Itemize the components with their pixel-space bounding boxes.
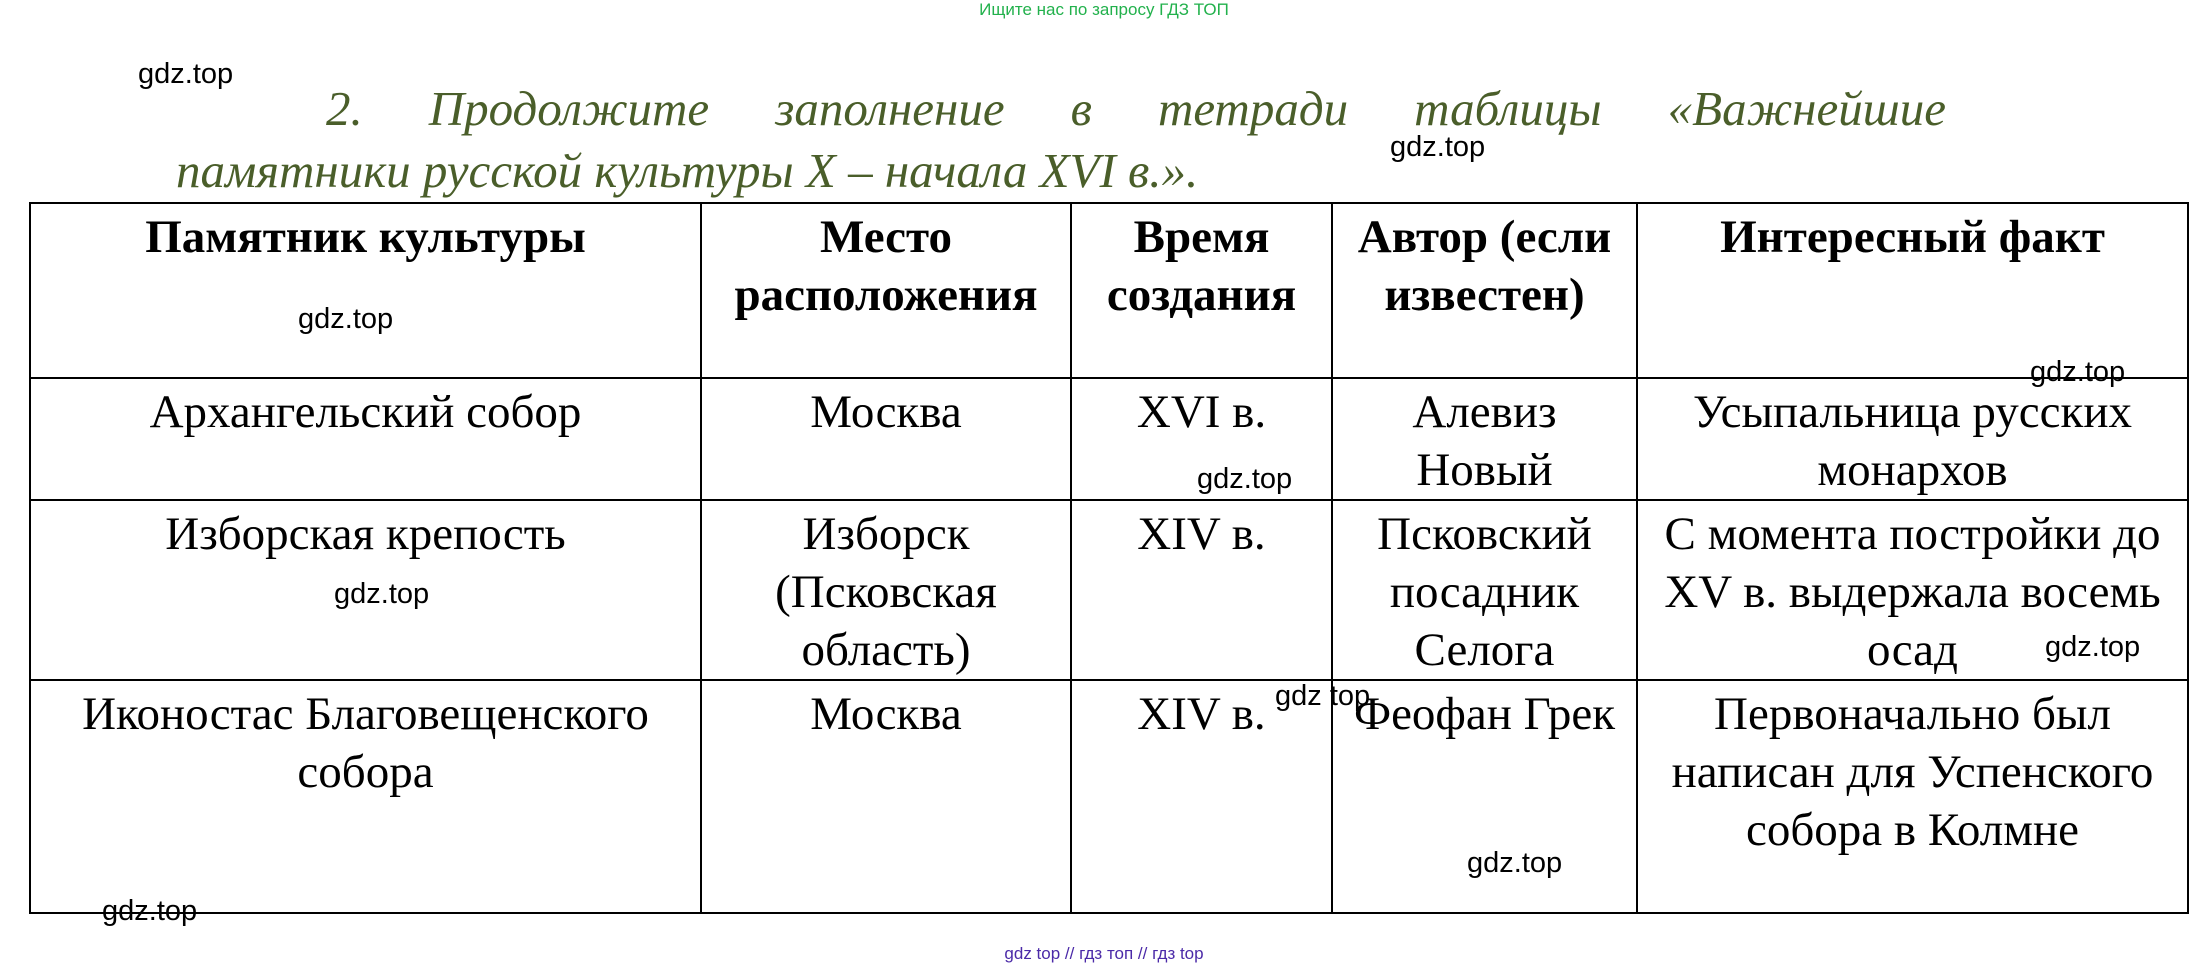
task-word: 2. [326, 81, 363, 136]
watermark: gdz.top [2045, 631, 2141, 663]
header-author: Автор (если известен) [1332, 203, 1637, 378]
table-header-row [30, 203, 2188, 378]
cell-monument: Иконостас Благовещенского собора [30, 680, 701, 913]
task-word: «Важнейшие [1667, 81, 1946, 136]
cell-location: Москва [701, 680, 1071, 913]
watermark: gdz.top [102, 895, 198, 927]
task-word: тетради [1157, 81, 1349, 136]
header-time: Время создания [1071, 203, 1332, 378]
header-monument: Памятник культуры [30, 203, 701, 378]
task-line-1 [176, 78, 1946, 140]
cell-time: XIV в. [1071, 680, 1332, 913]
task-word: в [1070, 81, 1092, 136]
watermark: gdz.top [1197, 463, 1293, 495]
cell-author: Феофан Грек [1332, 680, 1637, 913]
watermark: gdz.top [298, 303, 394, 335]
top-banner: Ищите нас по запросу ГДЗ ТОП [979, 0, 1229, 19]
watermark: gdz top [1275, 680, 1371, 712]
cell-fact: Усыпальница русских монархов [1637, 378, 2188, 500]
task-text [176, 78, 1946, 202]
table-row [30, 680, 2188, 913]
cell-monument: Изборская крепость [30, 500, 701, 680]
watermark: gdz.top [2030, 356, 2126, 388]
cell-time: XIV в. [1071, 500, 1332, 680]
cell-time: XVI в. [1071, 378, 1332, 500]
watermark: gdz.top [1390, 131, 1486, 163]
cell-location: Москва [701, 378, 1071, 500]
task-word: заполнение [775, 81, 1005, 136]
cell-author: Алевиз Новый [1332, 378, 1637, 500]
cell-fact: Первоначально был написан для Успенского собора в Колмне [1637, 680, 2188, 913]
task-line-2: памятники русской культуры X – начала XVI в.». [176, 143, 1199, 198]
task-word: Продолжите [428, 81, 710, 136]
watermark: gdz.top [138, 58, 234, 90]
watermark: gdz.top [1467, 847, 1563, 879]
cell-fact: С момента постройки до XV в. выдержала восемь осад [1637, 500, 2188, 680]
task-word: таблицы [1414, 81, 1602, 136]
header-location: Место расположения [701, 203, 1071, 378]
header-fact: Интересный факт [1637, 203, 2188, 378]
cell-author: Псковский посадник Селога [1332, 500, 1637, 680]
footer-links: gdz top // гдз топ // гдз top [1004, 944, 1204, 963]
cell-location: Изборск (Псковская область) [701, 500, 1071, 680]
watermark: gdz.top [334, 578, 430, 610]
cell-monument: Архангельский собор [30, 378, 701, 500]
table-row [30, 378, 2188, 500]
